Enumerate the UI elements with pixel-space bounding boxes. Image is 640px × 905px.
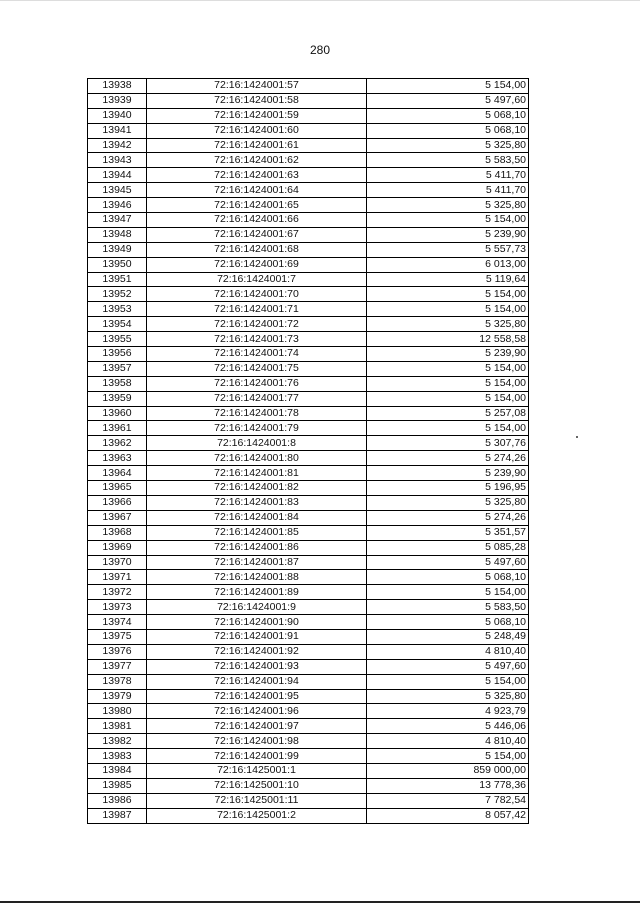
table-row: [88, 466, 529, 481]
value-cell: 5 154,00: [367, 421, 529, 436]
cadastral-number-cell: 72:16:1424001:91: [147, 629, 367, 644]
table-row: [88, 644, 529, 659]
cadastral-number-cell: 72:16:1424001:95: [147, 689, 367, 704]
cadastral-number-cell: 72:16:1424001:61: [147, 138, 367, 153]
value-cell: 5 068,10: [367, 108, 529, 123]
row-number-cell: 13968: [88, 525, 147, 540]
table-row: [88, 436, 529, 451]
table-row: [88, 451, 529, 466]
table-row: [88, 555, 529, 570]
cadastral-number-cell: 72:16:1424001:81: [147, 466, 367, 481]
cadastral-number-cell: 72:16:1424001:65: [147, 198, 367, 213]
table-row: [88, 361, 529, 376]
row-number-cell: 13984: [88, 763, 147, 778]
cadastral-number-cell: 72:16:1425001:11: [147, 793, 367, 808]
row-number-cell: 13985: [88, 778, 147, 793]
table-row: [88, 198, 529, 213]
value-cell: 5 411,70: [367, 168, 529, 183]
table-row: [88, 153, 529, 168]
value-cell: 5 557,73: [367, 242, 529, 257]
value-cell: 5 085,28: [367, 540, 529, 555]
table-row: [88, 629, 529, 644]
row-number-cell: 13959: [88, 391, 147, 406]
cadastral-number-cell: 72:16:1425001:10: [147, 778, 367, 793]
value-cell: 8 057,42: [367, 808, 529, 823]
row-number-cell: 13964: [88, 466, 147, 481]
table-row: [88, 778, 529, 793]
value-cell: 5 154,00: [367, 391, 529, 406]
row-number-cell: 13967: [88, 510, 147, 525]
table-row: [88, 600, 529, 615]
value-cell: 5 154,00: [367, 213, 529, 228]
value-cell: 4 923,79: [367, 704, 529, 719]
table-row: [88, 510, 529, 525]
table-row: [88, 302, 529, 317]
row-number-cell: 13979: [88, 689, 147, 704]
row-number-cell: 13978: [88, 674, 147, 689]
cadastral-number-cell: 72:16:1424001:73: [147, 332, 367, 347]
table-row: [88, 808, 529, 823]
value-cell: 5 583,50: [367, 600, 529, 615]
cadastral-number-cell: 72:16:1424001:89: [147, 585, 367, 600]
table-row: [88, 332, 529, 347]
value-cell: 5 497,60: [367, 659, 529, 674]
scan-speck: [576, 436, 578, 438]
value-cell: 5 411,70: [367, 183, 529, 198]
cadastral-number-cell: 72:16:1424001:62: [147, 153, 367, 168]
cadastral-number-cell: 72:16:1424001:59: [147, 108, 367, 123]
table-row: [88, 689, 529, 704]
value-cell: 5 239,90: [367, 347, 529, 362]
cadastral-number-cell: 72:16:1424001:98: [147, 734, 367, 749]
row-number-cell: 13963: [88, 451, 147, 466]
cadastral-number-cell: 72:16:1424001:94: [147, 674, 367, 689]
cadastral-number-cell: 72:16:1424001:63: [147, 168, 367, 183]
cadastral-number-cell: 72:16:1424001:84: [147, 510, 367, 525]
table-row: [88, 213, 529, 228]
table-row: [88, 123, 529, 138]
value-cell: 859 000,00: [367, 763, 529, 778]
cadastral-number-cell: 72:16:1425001:2: [147, 808, 367, 823]
value-cell: 5 068,10: [367, 615, 529, 630]
row-number-cell: 13938: [88, 79, 147, 94]
value-cell: 5 497,60: [367, 555, 529, 570]
cadastral-number-cell: 72:16:1424001:7: [147, 272, 367, 287]
table-row: [88, 749, 529, 764]
value-cell: 4 810,40: [367, 734, 529, 749]
row-number-cell: 13952: [88, 287, 147, 302]
cadastral-number-cell: 72:16:1424001:80: [147, 451, 367, 466]
value-cell: 5 325,80: [367, 198, 529, 213]
table-row: [88, 168, 529, 183]
table-body: [88, 79, 529, 824]
cadastral-number-cell: 72:16:1424001:77: [147, 391, 367, 406]
row-number-cell: 13943: [88, 153, 147, 168]
cadastral-number-cell: 72:16:1424001:8: [147, 436, 367, 451]
row-number-cell: 13939: [88, 93, 147, 108]
table-row: [88, 525, 529, 540]
table-row: [88, 272, 529, 287]
table-row: [88, 615, 529, 630]
cadastral-number-cell: 72:16:1424001:70: [147, 287, 367, 302]
cadastral-number-cell: 72:16:1424001:88: [147, 570, 367, 585]
table-row: [88, 704, 529, 719]
cadastral-table: [87, 78, 529, 824]
value-cell: 5 497,60: [367, 93, 529, 108]
table-row: [88, 585, 529, 600]
cadastral-number-cell: 72:16:1424001:83: [147, 495, 367, 510]
table-row: [88, 674, 529, 689]
cadastral-number-cell: 72:16:1424001:99: [147, 749, 367, 764]
table-row: [88, 719, 529, 734]
row-number-cell: 13986: [88, 793, 147, 808]
table-row: [88, 347, 529, 362]
cadastral-number-cell: 72:16:1424001:78: [147, 406, 367, 421]
row-number-cell: 13951: [88, 272, 147, 287]
value-cell: 5 239,90: [367, 227, 529, 242]
table-row: [88, 108, 529, 123]
cadastral-number-cell: 72:16:1425001:1: [147, 763, 367, 778]
row-number-cell: 13977: [88, 659, 147, 674]
value-cell: 4 810,40: [367, 644, 529, 659]
cadastral-number-cell: 72:16:1424001:66: [147, 213, 367, 228]
cadastral-number-cell: 72:16:1424001:90: [147, 615, 367, 630]
row-number-cell: 13955: [88, 332, 147, 347]
table-row: [88, 93, 529, 108]
value-cell: 5 325,80: [367, 317, 529, 332]
row-number-cell: 13940: [88, 108, 147, 123]
row-number-cell: 13961: [88, 421, 147, 436]
table-row: [88, 570, 529, 585]
value-cell: 5 154,00: [367, 376, 529, 391]
value-cell: 7 782,54: [367, 793, 529, 808]
row-number-cell: 13949: [88, 242, 147, 257]
table-row: [88, 391, 529, 406]
value-cell: 5 274,26: [367, 451, 529, 466]
table-row: [88, 793, 529, 808]
row-number-cell: 13980: [88, 704, 147, 719]
table-row: [88, 376, 529, 391]
value-cell: 5 154,00: [367, 302, 529, 317]
value-cell: 5 154,00: [367, 287, 529, 302]
value-cell: 6 013,00: [367, 257, 529, 272]
row-number-cell: 13982: [88, 734, 147, 749]
row-number-cell: 13987: [88, 808, 147, 823]
cadastral-number-cell: 72:16:1424001:69: [147, 257, 367, 272]
row-number-cell: 13941: [88, 123, 147, 138]
cadastral-number-cell: 72:16:1424001:82: [147, 481, 367, 496]
row-number-cell: 13945: [88, 183, 147, 198]
cadastral-number-cell: 72:16:1424001:68: [147, 242, 367, 257]
row-number-cell: 13944: [88, 168, 147, 183]
table-row: [88, 242, 529, 257]
cadastral-number-cell: 72:16:1424001:71: [147, 302, 367, 317]
table-row: [88, 227, 529, 242]
value-cell: 5 154,00: [367, 749, 529, 764]
row-number-cell: 13942: [88, 138, 147, 153]
cadastral-number-cell: 72:16:1424001:72: [147, 317, 367, 332]
row-number-cell: 13947: [88, 213, 147, 228]
cadastral-number-cell: 72:16:1424001:75: [147, 361, 367, 376]
row-number-cell: 13981: [88, 719, 147, 734]
page-number: 280: [309, 43, 331, 57]
table-row: [88, 79, 529, 94]
value-cell: 12 558,58: [367, 332, 529, 347]
row-number-cell: 13969: [88, 540, 147, 555]
cadastral-number-cell: 72:16:1424001:9: [147, 600, 367, 615]
cadastral-number-cell: 72:16:1424001:85: [147, 525, 367, 540]
row-number-cell: 13962: [88, 436, 147, 451]
table-row: [88, 257, 529, 272]
table-row: [88, 734, 529, 749]
value-cell: 13 778,36: [367, 778, 529, 793]
cadastral-number-cell: 72:16:1424001:76: [147, 376, 367, 391]
table-row: [88, 481, 529, 496]
value-cell: 5 325,80: [367, 495, 529, 510]
row-number-cell: 13948: [88, 227, 147, 242]
row-number-cell: 13958: [88, 376, 147, 391]
row-number-cell: 13974: [88, 615, 147, 630]
row-number-cell: 13970: [88, 555, 147, 570]
cadastral-number-cell: 72:16:1424001:87: [147, 555, 367, 570]
value-cell: 5 325,80: [367, 138, 529, 153]
row-number-cell: 13983: [88, 749, 147, 764]
value-cell: 5 154,00: [367, 361, 529, 376]
row-number-cell: 13960: [88, 406, 147, 421]
cadastral-number-cell: 72:16:1424001:93: [147, 659, 367, 674]
value-cell: 5 154,00: [367, 79, 529, 94]
value-cell: 5 068,10: [367, 123, 529, 138]
row-number-cell: 13966: [88, 495, 147, 510]
table-row: [88, 183, 529, 198]
table-row: [88, 406, 529, 421]
row-number-cell: 13975: [88, 629, 147, 644]
value-cell: 5 154,00: [367, 674, 529, 689]
row-number-cell: 13950: [88, 257, 147, 272]
table-row: [88, 138, 529, 153]
row-number-cell: 13965: [88, 481, 147, 496]
row-number-cell: 13971: [88, 570, 147, 585]
value-cell: 5 154,00: [367, 585, 529, 600]
value-cell: 5 307,76: [367, 436, 529, 451]
cadastral-number-cell: 72:16:1424001:74: [147, 347, 367, 362]
row-number-cell: 13976: [88, 644, 147, 659]
row-number-cell: 13957: [88, 361, 147, 376]
value-cell: 5 119,64: [367, 272, 529, 287]
row-number-cell: 13972: [88, 585, 147, 600]
value-cell: 5 583,50: [367, 153, 529, 168]
row-number-cell: 13946: [88, 198, 147, 213]
row-number-cell: 13973: [88, 600, 147, 615]
cadastral-number-cell: 72:16:1424001:58: [147, 93, 367, 108]
scan-top-edge: [0, 0, 640, 1]
value-cell: 5 068,10: [367, 570, 529, 585]
row-number-cell: 13956: [88, 347, 147, 362]
cadastral-number-cell: 72:16:1424001:86: [147, 540, 367, 555]
table-row: [88, 421, 529, 436]
value-cell: 5 274,26: [367, 510, 529, 525]
cadastral-number-cell: 72:16:1424001:64: [147, 183, 367, 198]
row-number-cell: 13953: [88, 302, 147, 317]
table-row: [88, 317, 529, 332]
value-cell: 5 351,57: [367, 525, 529, 540]
table-row: [88, 659, 529, 674]
value-cell: 5 196,95: [367, 481, 529, 496]
cadastral-number-cell: 72:16:1424001:96: [147, 704, 367, 719]
cadastral-number-cell: 72:16:1424001:57: [147, 79, 367, 94]
value-cell: 5 239,90: [367, 466, 529, 481]
cadastral-number-cell: 72:16:1424001:79: [147, 421, 367, 436]
cadastral-number-cell: 72:16:1424001:92: [147, 644, 367, 659]
cadastral-number-cell: 72:16:1424001:97: [147, 719, 367, 734]
table-row: [88, 287, 529, 302]
value-cell: 5 446,06: [367, 719, 529, 734]
cadastral-number-cell: 72:16:1424001:60: [147, 123, 367, 138]
value-cell: 5 325,80: [367, 689, 529, 704]
cadastral-number-cell: 72:16:1424001:67: [147, 227, 367, 242]
value-cell: 5 257,08: [367, 406, 529, 421]
table-row: [88, 495, 529, 510]
value-cell: 5 248,49: [367, 629, 529, 644]
table-row: [88, 763, 529, 778]
scan-bottom-edge: [0, 901, 640, 903]
row-number-cell: 13954: [88, 317, 147, 332]
table-row: [88, 540, 529, 555]
